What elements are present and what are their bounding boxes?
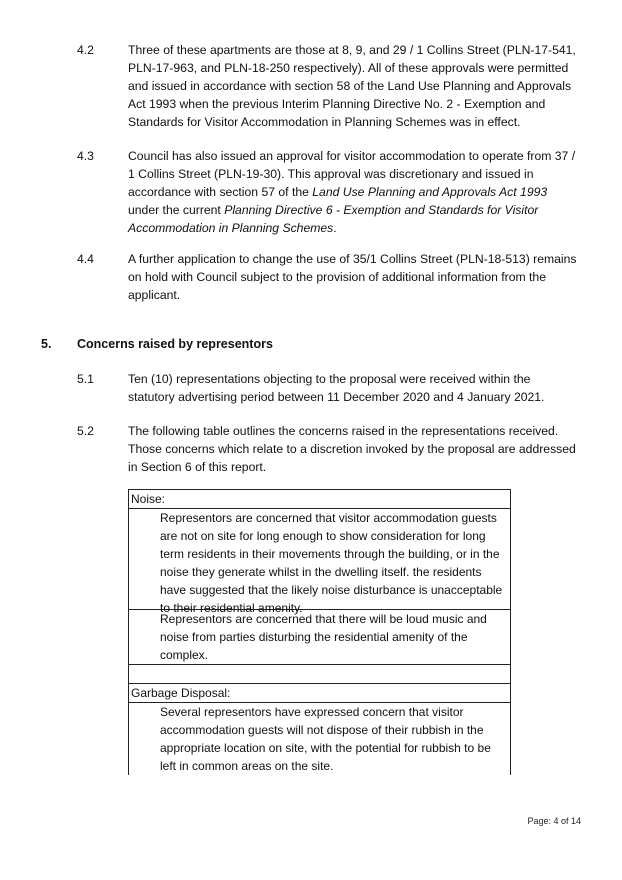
italic-act-title: Land Use Planning and Approvals Act 1993	[312, 185, 548, 199]
page-number: Page: 4 of 14	[527, 816, 581, 826]
spacer-row	[129, 665, 510, 684]
paragraph-number: 4.3	[77, 149, 94, 163]
paragraph-number: 4.4	[77, 252, 94, 266]
paragraph-5-2: The following table outlines the concerns raised in the representations received. Those concerns which relate to a discretion invoked by the proposal are addressed in Section 6 of this report.	[128, 424, 576, 474]
text-run: .	[333, 221, 337, 235]
category-row: Garbage Disposal:	[129, 684, 510, 703]
concerns-table	[128, 489, 511, 775]
italic-directive-title: Planning Directive 6 - Exemption and Standards for Visitor Accommodation in Planning Schemes	[128, 203, 539, 235]
concern-item: Several representors have expressed concern that visitor accommodation guests will not dispose of their rubbish in the appropriate location on site, with the potential for rubbish to be left in common areas on the site.	[160, 705, 491, 773]
category-row: Noise:	[129, 490, 510, 509]
paragraph-number: 4.2	[77, 43, 94, 57]
paragraph-5-1: Ten (10) representations objecting to the proposal were received within the statutory advertising period between 11 December 2020 and 4 January 2021.	[128, 372, 545, 404]
paragraph-4-3	[128, 147, 578, 237]
section-number: 5.	[41, 337, 52, 351]
text-run: under the current	[128, 203, 225, 217]
text-run: Council has also issued an approval for visitor accommodation to operate from 37 / 1 Collins Street (PLN-19-30). This approval was discretionary and issued in accordance with section 57 of the	[128, 149, 576, 199]
concern-item: Representors are concerned that there will be loud music and noise from parties disturbing the residential amenity of the complex.	[129, 610, 510, 665]
paragraph-4-2: Three of these apartments are those at 8, 9, and 29 / 1 Collins Street (PLN-17-541, PLN-17-963, and PLN-18-250 respectively). All of these approvals were permitted and issued in accordance with section 58 of the Land Use Planning and Approvals Act 1993 when the previous Interim Planning Directive No. 2 - Exemption and Standards for Visitor Accommodation in Planning Schemes was in effect.	[128, 43, 576, 129]
paragraph-number: 5.1	[77, 372, 94, 386]
concern-item: Representors are concerned that visitor accommodation guests are not on site for long enough to show consideration for long term residents in their movements through the building, or in the noise they generate whilst in the dwelling itself. the residents have suggested that the likely noise disturbance is unacceptable to their residential amenity.	[129, 509, 510, 610]
section-heading: Concerns raised by representors	[77, 337, 273, 351]
paragraph-number: 5.2	[77, 424, 94, 438]
paragraph-4-4: A further application to change the use of 35/1 Collins Street (PLN-18-513) remains on hold with Council subject to the provision of additional information from the applicant.	[128, 252, 577, 302]
